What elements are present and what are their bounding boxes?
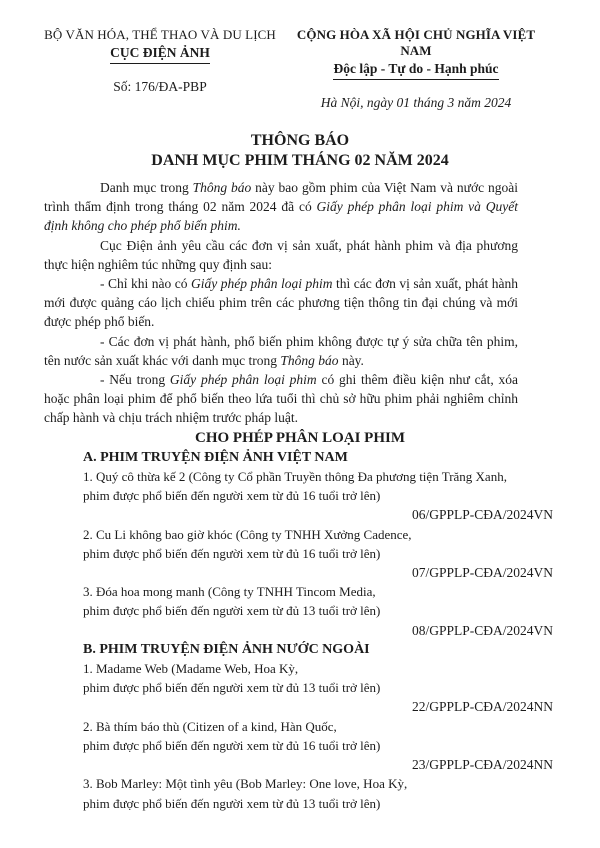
film-title-line: 3. Đóa hoa mong manh (Công ty TNHH Tincom Media, xyxy=(83,584,376,600)
film-rating-line: phim được phổ biến đến người xem từ đủ 16 tuổi trở lên) xyxy=(83,545,381,561)
film-rating-line: phim được phổ biến đến người xem từ đủ 13 tuổi trở lên) xyxy=(83,603,381,619)
country-name: CỘNG HÒA XÃ HỘI CHỦ NGHĨA VIỆT NAM xyxy=(296,27,536,58)
document-number: Số: 176/ĐA-PBP xyxy=(113,79,207,94)
department-name-text: CỤC ĐIỆN ẢNH xyxy=(110,45,210,64)
paragraph-rule-2: - Các đơn vị phát hành, phổ biến phim không được tự ý sửa chữa tên phim, tên nước sản xuất khác với danh mục trong Thông báo này. xyxy=(44,333,518,368)
film-license-number: 06/GPPLP-CĐA/2024VN xyxy=(411,507,553,523)
film-title-line: 2. Bà thím báo thù (Citizen of a kind, Hàn Quốc, xyxy=(83,718,337,734)
section-heading-vietnamese-films: A. PHIM TRUYỆN ĐIỆN ẢNH VIỆT NAM xyxy=(83,449,348,465)
film-rating-line: phim được phổ biến đến người xem từ đủ 13 tuổi trở lên) xyxy=(83,795,381,811)
film-list xyxy=(83,448,553,813)
national-header-block xyxy=(284,27,548,111)
film-title-line: 1. Quý cô thừa kế 2 (Công ty Cổ phần Truyền thông Đa phương tiện Trăng Xanh, xyxy=(83,469,507,485)
film-item xyxy=(83,717,553,775)
film-item xyxy=(83,774,553,812)
place-and-date: Hà Nội, ngày 01 tháng 3 năm 2024 xyxy=(320,95,512,110)
film-rating-line: phim được phổ biến đến người xem từ đủ 16 tuổi trở lên) xyxy=(83,488,381,504)
doc-subtitle: DANH MỤC PHIM THÁNG 02 NĂM 2024 xyxy=(151,152,449,169)
film-title-line: 1. Madame Web (Madame Web, Hoa Kỳ, xyxy=(83,661,299,677)
paragraph-rule-1: - Chỉ khi nào có Giấy phép phân loại phim thì các đơn vị sản xuất, phát hành mới được quảng cáo lịch chiếu phim trên các phương tiện thông tin đại chúng và mới được phép phổ biến. xyxy=(44,276,518,330)
film-license-number: 07/GPPLP-CĐA/2024VN xyxy=(411,565,553,581)
film-license-number: 23/GPPLP-CĐA/2024NN xyxy=(411,757,553,773)
film-license-number: 22/GPPLP-CĐA/2024NN xyxy=(411,699,553,715)
paragraph-requirement: Cục Điện ảnh yêu cầu các đơn vị sản xuất, phát hành phim và địa phương thực hiện nghiêm túc những quy định sau: xyxy=(44,237,518,272)
section-title: CHO PHÉP PHÂN LOẠI PHIM xyxy=(195,429,405,446)
film-item xyxy=(83,525,553,583)
film-title-line: 2. Cu Li không bao giờ khóc (Công ty TNHH Xưởng Cadence, xyxy=(83,526,412,542)
document-header xyxy=(0,0,600,111)
film-title-line: 3. Bob Marley: Một tình yêu (Bob Marley: One love, Hoa Kỳ, xyxy=(83,776,408,792)
section-heading-foreign-films: B. PHIM TRUYỆN ĐIỆN ẢNH NƯỚC NGOÀI xyxy=(83,641,370,657)
national-motto xyxy=(284,61,548,80)
paragraph-intro: Danh mục trong Thông báo này bao gồm phim của Việt Nam và nước ngoài trình thẩm định trong tháng 02 năm 2024 đã có Giấy phép phân loại phim và Quyết định không cho phép phổ biến phim. xyxy=(44,180,518,234)
document-body xyxy=(44,178,553,813)
ministry-name: BỘ VĂN HÓA, THỂ THAO VÀ DU LỊCH xyxy=(44,27,276,42)
film-item xyxy=(83,659,553,717)
film-rating-line: phim được phổ biến đến người xem từ đủ 13 tuổi trở lên) xyxy=(83,680,381,696)
film-item xyxy=(83,582,553,640)
film-item xyxy=(83,467,553,525)
paragraph-rule-3: - Nếu trong Giấy phép phân loại phim có ghi thêm điều kiện như cắt, xóa hoặc phân loại phim để phổ biến theo lứa tuổi thì chủ sở hữu phim phải nghiêm chỉnh chấp hành và chịu trách nhiệm trước pháp luật. xyxy=(44,372,518,426)
department-name xyxy=(40,45,280,64)
doc-title: THÔNG BÁO xyxy=(250,132,350,149)
issuing-agency-block xyxy=(40,27,280,111)
title-block xyxy=(0,131,600,171)
film-rating-line: phim được phổ biến đến người xem từ đủ 16 tuổi trở lên) xyxy=(83,737,381,753)
national-motto-text: Độc lập - Tự do - Hạnh phúc xyxy=(333,61,498,80)
film-license-number: 08/GPPLP-CĐA/2024VN xyxy=(411,622,553,638)
